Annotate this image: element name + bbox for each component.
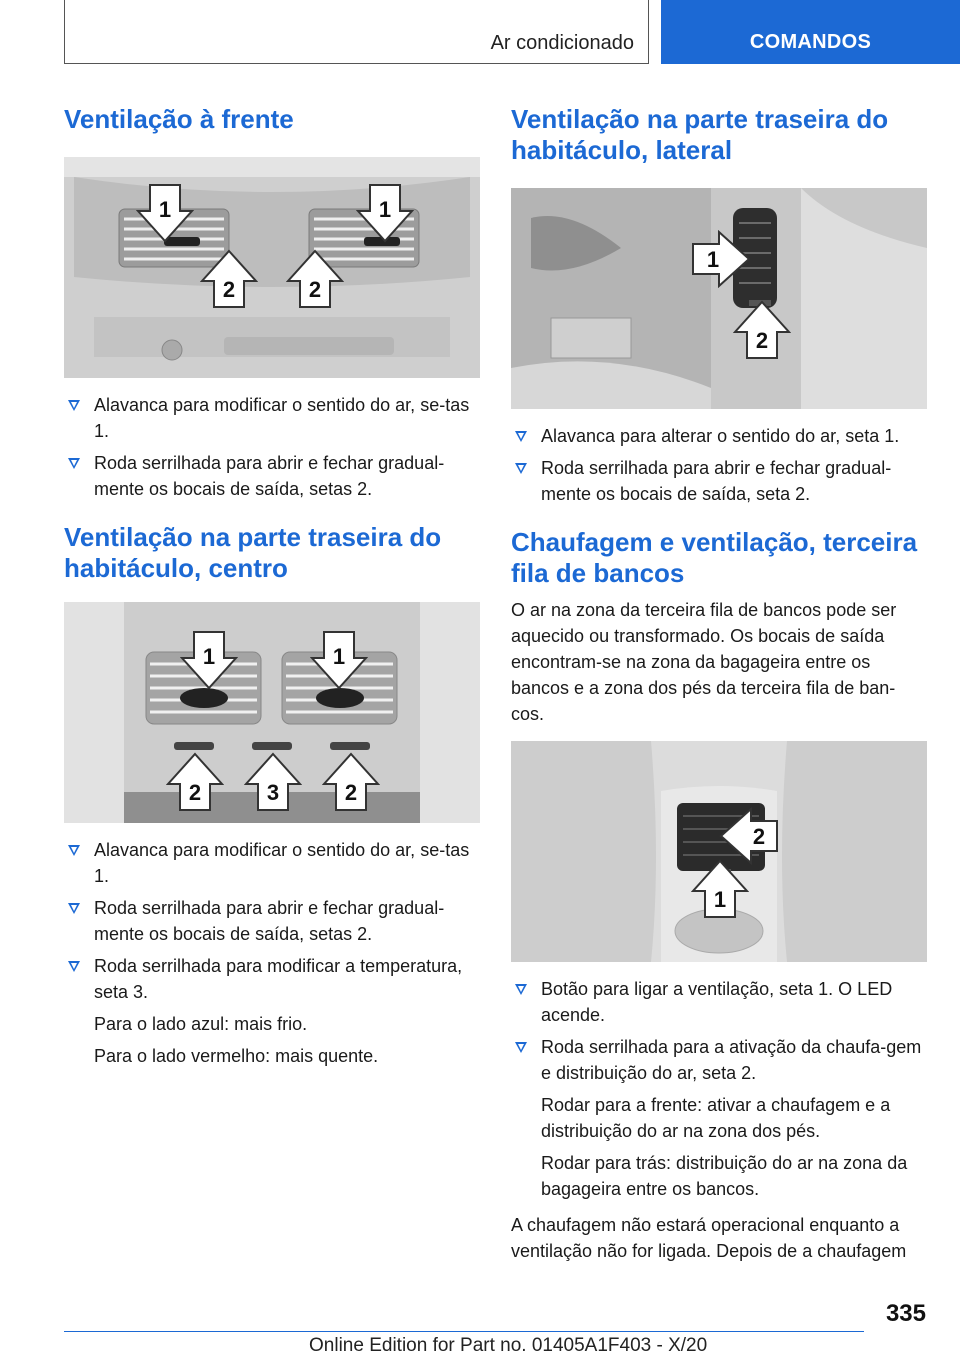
rear-door-pillar-illustration	[511, 188, 927, 409]
list-item-text: Roda serrilhada para a ativação da chaufa-gem e distribuição do ar, seta 2.	[541, 1037, 922, 1083]
bullet-triangle-icon	[68, 903, 80, 914]
bullet-triangle-icon	[68, 961, 80, 972]
sub-paragraph: Rodar para trás: distribuição do ar na zona da bagageira entre os bancos.	[541, 1153, 908, 1199]
arrow-callout-2-right	[322, 752, 380, 812]
callout-label: 2	[308, 277, 322, 302]
dashboard-vents-illustration	[64, 157, 480, 378]
header-section-box	[64, 0, 649, 64]
arrow-callout-2-right	[286, 249, 344, 309]
arrow-callout-2	[733, 300, 791, 360]
arrow-callout-2-left	[166, 752, 224, 812]
figure-rear-lateral-vent	[511, 188, 927, 409]
third-row-list	[511, 976, 927, 1202]
sub-paragraph: Para o lado azul: mais frio.	[94, 1014, 308, 1034]
sub-paragraph: Para o lado vermelho: mais quente.	[94, 1046, 379, 1066]
callout-label: 3	[266, 780, 280, 805]
bullet-triangle-icon	[515, 463, 527, 474]
arrow-callout-2	[719, 807, 779, 865]
arrow-callout-1	[691, 859, 749, 919]
bullet-triangle-icon	[68, 845, 80, 856]
figure-rear-center-vents	[64, 602, 480, 823]
list-item-text: Alavanca para alterar o sentido do ar, seta 1.	[541, 426, 900, 446]
header-section-title: Ar condicionado	[490, 32, 634, 54]
list-item	[64, 953, 480, 1069]
list-item-text: Roda serrilhada para modificar a temperatura, seta 3.	[94, 956, 463, 1002]
callout-label: 2	[755, 328, 769, 353]
bullet-triangle-icon	[68, 458, 80, 469]
list-item-text: Roda serrilhada para abrir e fechar gradual-mente os bocais de saída, setas 2.	[94, 453, 445, 499]
list-item-text: Botão para ligar a ventilação, seta 1. O LED acende.	[541, 979, 893, 1025]
list-item-text: Roda serrilhada para abrir e fechar gradual-mente os bocais de saída, seta 2.	[541, 458, 892, 504]
third-row-outro: A chaufagem não estará operacional enquanto a ventilação não for ligada. Depois de a chaufagem	[511, 1215, 907, 1261]
list-item	[511, 1034, 927, 1202]
bullet-triangle-icon	[515, 1042, 527, 1053]
callout-label: 1	[158, 197, 172, 222]
callout-label: 2	[344, 780, 358, 805]
bullet-triangle-icon	[515, 984, 527, 995]
list-item	[64, 837, 480, 889]
rear-lateral-list	[511, 423, 927, 507]
footer-edition: Online Edition for Part no. 01405A1F403 - X/20	[309, 1335, 708, 1356]
arrow-callout-1-right	[310, 630, 368, 690]
arrow-callout-3	[244, 752, 302, 812]
callout-label: 1	[202, 644, 216, 669]
left-column	[64, 96, 480, 1075]
list-item	[64, 895, 480, 947]
callout-label: 2	[188, 780, 202, 805]
section-title-rear-lateral: Ventilação na parte traseira do habitáculo, lateral	[511, 104, 889, 165]
list-item	[511, 976, 927, 1028]
section-title-front-vents: Ventilação à frente	[64, 104, 294, 134]
arrow-callout-1-left	[136, 183, 194, 243]
callout-label: 2	[222, 277, 236, 302]
footer-divider	[64, 1331, 864, 1332]
list-item	[511, 455, 927, 507]
section-title-third-row: Chaufagem e ventilação, terceira fila de bancos	[511, 527, 918, 588]
front-vents-list	[64, 392, 480, 502]
arrow-callout-1	[691, 230, 751, 288]
bullet-triangle-icon	[515, 431, 527, 442]
callout-label: 1	[713, 887, 727, 912]
list-item-text: Roda serrilhada para abrir e fechar gradual-mente os bocais de saída, setas 2.	[94, 898, 445, 944]
arrow-callout-1-left	[180, 630, 238, 690]
page-number: 335	[885, 1300, 926, 1327]
header-chapter-tab: COMANDOS	[661, 0, 960, 64]
sub-paragraph: Rodar para a frente: ativar a chaufagem e a distribuição do ar na zona dos pés.	[541, 1095, 891, 1141]
arrow-callout-1-right	[356, 183, 414, 243]
third-row-intro: O ar na zona da terceira fila de bancos pode ser aquecido ou transformado. Os bocais de saída encontram-se na zona da bagageira entre os bancos e a zona dos pés da terceira fila de ban-cos.	[511, 600, 897, 724]
bullet-triangle-icon	[68, 400, 80, 411]
list-item	[64, 450, 480, 502]
callout-label: 1	[378, 197, 392, 222]
list-item-text: Alavanca para modificar o sentido do ar, se-tas 1.	[94, 395, 470, 441]
callout-label: 1	[706, 247, 720, 272]
callout-label: 1	[332, 644, 346, 669]
arrow-callout-2-left	[200, 249, 258, 309]
callout-label: 2	[752, 824, 766, 849]
figure-front-vents	[64, 157, 480, 378]
list-item-text: Alavanca para modificar o sentido do ar, se-tas 1.	[94, 840, 470, 886]
list-item	[64, 392, 480, 444]
rear-center-list	[64, 837, 480, 1069]
section-title-rear-center: Ventilação na parte traseira do habitáculo, centro	[64, 522, 442, 583]
list-item	[511, 423, 927, 449]
right-column	[511, 96, 927, 1264]
figure-third-row-vent	[511, 741, 927, 962]
